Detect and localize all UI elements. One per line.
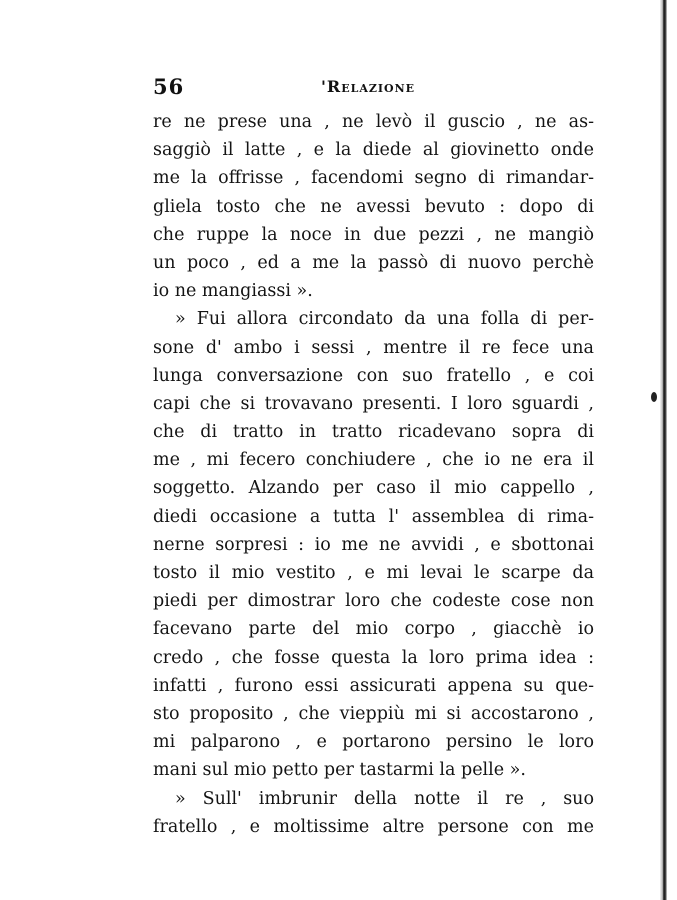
- text-line: gliela tosto che ne avessi bevuto : dopo di: [153, 196, 594, 217]
- running-title: 'Relazione: [321, 77, 416, 96]
- text-line: me , mi fecero conchiudere , che io ne era il: [153, 450, 594, 471]
- text-line: credo , che fosse questa la loro prima idea :: [153, 647, 594, 668]
- text-line: saggiò il latte , e la diede al giovinetto onde: [153, 140, 594, 161]
- text-line: nerne sorpresi : io me ne avvidi , e sbottonai: [153, 534, 594, 555]
- text-line: tosto il mio vestito , e mi levai le scarpe da: [153, 563, 594, 583]
- body-text: [153, 108, 594, 841]
- paragraph-first-line: » Sull' imbrunir della notte il re , suo: [175, 788, 594, 809]
- page-binding-edge: [660, 0, 667, 900]
- text-line: re ne prese una , ne levò il guscio , ne as-: [153, 112, 594, 132]
- text-line: mani sul mio petto per tastarmi la pelle ».: [153, 760, 526, 781]
- paragraph-first-line: » Fui allora circondato da una folla di per-: [175, 309, 594, 330]
- page-number: 56: [153, 74, 185, 99]
- page-header: [153, 74, 593, 102]
- text-line: infatti , furono essi assicurati appena su que-: [153, 675, 594, 696]
- text-line: mi palparono , e portarono persino le loro: [153, 732, 594, 753]
- text-line: un poco , ed a me la passò di nuovo perchè: [153, 252, 594, 273]
- text-line: fratello , e moltissime altre persone con me: [153, 816, 594, 837]
- text-line: sto proposito , che vieppiù mi si accostarono ,: [153, 703, 594, 724]
- text-line: io ne mangiassi ».: [153, 281, 313, 302]
- text-line: me la offrisse , facendomi segno di rimandar-: [153, 168, 594, 189]
- text-line: lunga conversazione con suo fratello , e coi: [153, 365, 594, 386]
- text-line: sone d' ambo i sessi , mentre il re fece una: [153, 337, 594, 358]
- text-line: piedi per dimostrar loro che codeste cose non: [153, 591, 594, 612]
- text-line: soggetto. Alzando per caso il mio cappello ,: [153, 478, 594, 499]
- text-line: facevano parte del mio corpo , giacchè io: [153, 619, 594, 640]
- text-line: capi che si trovavano presenti. I loro sguardi ,: [153, 393, 594, 414]
- edge-ink-mark: [651, 392, 657, 402]
- text-line: che ruppe la noce in due pezzi , ne mangiò: [153, 224, 594, 245]
- text-line: diedi occasione a tutta l' assemblea di rima-: [153, 506, 594, 527]
- text-line: che di tratto in tratto ricadevano sopra di: [153, 422, 594, 443]
